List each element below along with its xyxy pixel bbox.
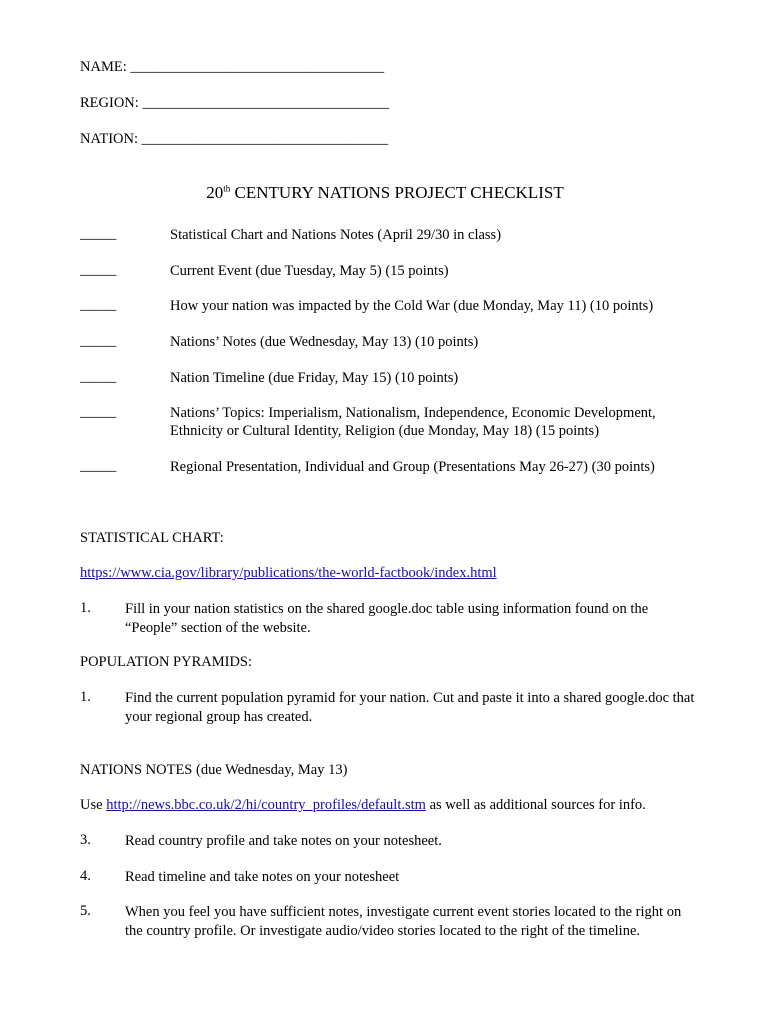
checklist-blank[interactable]: _____ — [80, 404, 117, 420]
title-prefix: 20 — [206, 183, 224, 202]
checklist-text: Regional Presentation, Individual and Group (Presentations May 26-27) (30 points) — [170, 459, 655, 475]
use-suffix: as well as additional sources for info. — [425, 797, 646, 813]
bbc-country-profiles-link[interactable]: http://news.bbc.co.uk/2/hi/country_profiles/default.stm — [106, 797, 426, 813]
checklist-blank[interactable]: _____ — [80, 262, 117, 278]
checklist-text: Statistical Chart and Nations Notes (April 29/30 in class) — [170, 227, 502, 243]
checklist-blank[interactable]: _____ — [80, 458, 117, 474]
checklist-blank[interactable]: _____ — [80, 333, 117, 349]
checklist-blank[interactable]: _____ — [80, 297, 117, 313]
checklist-text: How your nation was impacted by the Cold War (due Monday, May 11) (10 points) — [170, 298, 654, 314]
nations-notes-heading: NATIONS NOTES (due Wednesday, May 13) — [80, 762, 348, 778]
title-superscript: th — [223, 183, 231, 194]
item-text: Read timeline and take notes on your notesheet — [125, 869, 400, 885]
cia-factbook-link-line — [80, 565, 497, 582]
checklist-text: Nations’ Notes (due Wednesday, May 13) (10 points) — [170, 334, 479, 350]
nation-label: NATION: — [80, 131, 138, 147]
name-field[interactable] — [80, 59, 384, 76]
item-text: Fill in your nation statistics on the shared google.doc table using information found on the “People” section of the website. — [125, 601, 649, 636]
population-pyramids-heading: POPULATION PYRAMIDS: — [80, 654, 253, 670]
checklist-text: Nations’ Topics: Imperialism, Nationalism, Independence, Economic Development, Ethnicity or Cultural Identity, Religion (due Monday, May 18) (15 points) — [170, 405, 656, 439]
name-label: NAME: — [80, 59, 127, 75]
nation-field[interactable] — [80, 131, 388, 148]
checklist-text: Nation Timeline (due Friday, May 15) (10 points) — [170, 370, 459, 386]
title-text: CENTURY NATIONS PROJECT CHECKLIST — [230, 183, 564, 202]
cia-factbook-link[interactable]: https://www.cia.gov/library/publications/the-world-factbook/index.html — [80, 565, 497, 581]
checklist-blank[interactable]: _____ — [80, 226, 117, 242]
nation-blank[interactable]: __________________________________ — [141, 131, 389, 147]
item-text: When you feel you have sufficient notes, investigate current event stories located to the right on the country profile. Or investigate audio/video stories located to the right of the timeline. — [125, 904, 682, 939]
item-number: 5. — [80, 903, 91, 919]
region-blank[interactable]: __________________________________ — [142, 95, 389, 111]
use-prefix: Use — [80, 797, 107, 813]
bbc-use-line — [80, 797, 646, 814]
item-text: Read country profile and take notes on your notesheet. — [125, 833, 442, 849]
region-field[interactable] — [80, 95, 389, 112]
region-label: REGION: — [80, 95, 139, 111]
checklist-text: Current Event (due Tuesday, May 5) (15 points) — [170, 263, 449, 279]
statistical-chart-heading: STATISTICAL CHART: — [80, 530, 224, 546]
item-text: Find the current population pyramid for your nation. Cut and paste it into a shared google.doc that your regional group has created. — [125, 690, 695, 725]
item-number: 3. — [80, 832, 91, 848]
item-number: 1. — [80, 600, 91, 616]
item-number: 1. — [80, 689, 91, 705]
name-blank[interactable]: ___________________________________ — [130, 59, 385, 75]
checklist-blank[interactable]: _____ — [80, 369, 117, 385]
item-number: 4. — [80, 868, 91, 884]
page-title — [0, 183, 770, 203]
